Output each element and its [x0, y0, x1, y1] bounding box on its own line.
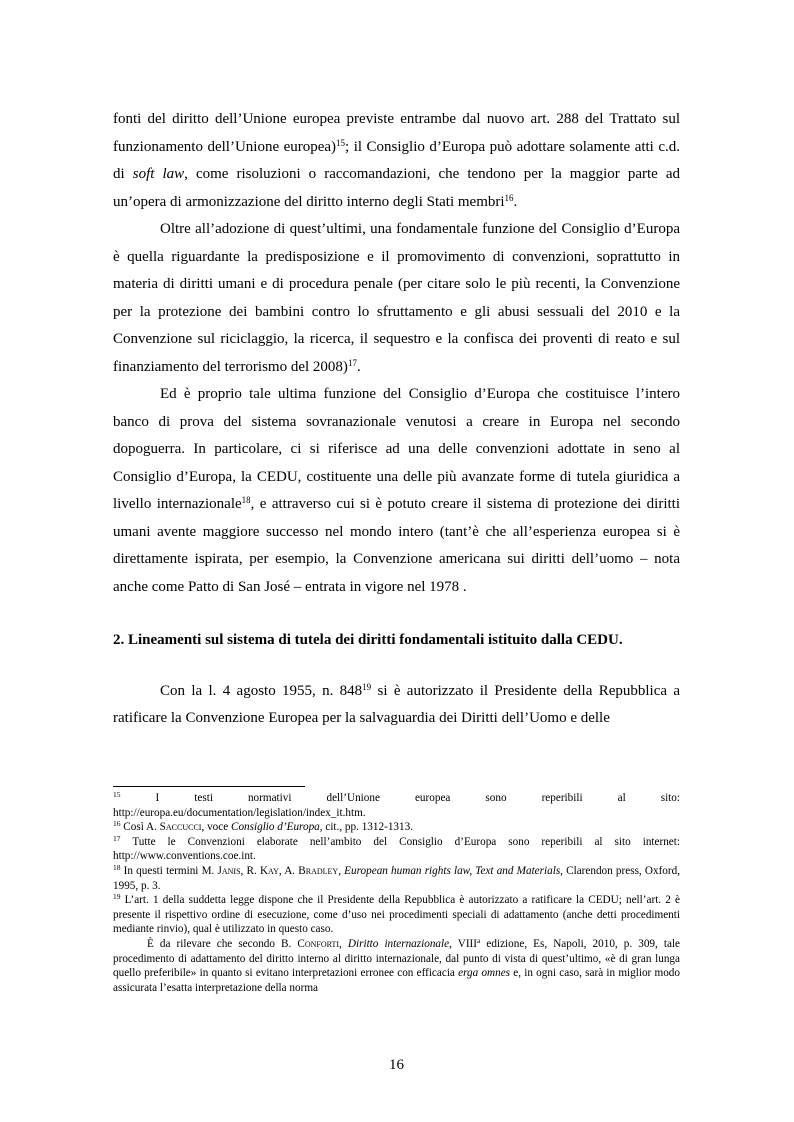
footnote-separator	[113, 786, 305, 787]
footnote-18: $^{18}$ In questi termini M. Janis, R. Kay, A. Bradley, European human rights law, Text and Materials, Clarendon press, Oxford, 1995, p. 3.	[113, 862, 681, 892]
paragraph-4: Con la l. 4 agosto 1955, n. $848^{19}$ si è autorizzato il Presidente della Repubblica a ratificare la Convenzione Europea per la salvaguardia dei Diritti dell’Uomo e delle	[113, 681, 680, 726]
footnote-19: $^{19}$ L’art. 1 della suddetta legge dispone che il Presidente della Repubblica è autorizzato a ratificare la CEDU; nell’art. 2 è presente il rispettivo ordine di esecuzione, come d’uso nei procedimenti speciali di adattamento (anche detti procedimenti mediante rinvio), qual è utilizzato in questo caso.	[113, 892, 680, 936]
document-page	[113, 0, 680, 1122]
body-text	[113, 106, 680, 733]
section-heading: 2. Lineamenti sul sistema di tutela dei diritti fondamentali istituito dalla CEDU.	[113, 632, 623, 648]
page-number: 16	[389, 1057, 404, 1073]
footnote-19-continued: È da rilevare che secondo B. Conforti, Diritto internazionale, VIII$^a$ edizione, Es, Napoli, 2010, p. 309, tale procedimento di adattamento del diritto interno al diritto internazionale, dal punto di vista di quest’ultimo, «è di gran lunga quello preferibile» in quanto si evitano interpretazioni erronee con efficacia erga omnes e, in ogni caso, sarà in miglior modo assicurata l’esatta interpretazione della norma	[113, 935, 681, 994]
footnotes	[113, 791, 680, 995]
footnote-ref-17[interactable]: 17	[347, 357, 357, 368]
footnote-16: $^{16}$ Così A. Saccucci, voce Consiglio d’Europa, cit., pp. 1312-1313.	[113, 819, 413, 834]
paragraph-1: fonti del diritto dell’Unione europea previste entrambe dal nuovo art. 288 del Trattato sul funzionamento dell’Unione europea)$^{15}$; il Consiglio d’Europa può adottare solamente atti c.d. di soft law, come risoluzioni o raccomandazioni, che tendono per la maggior parte ad un’opera di armonizzazione del diritto interno degli Stati membri$^{16}$.	[113, 111, 680, 210]
footnote-17: $^{17}$ Tutte le Convenzioni elaborate nell’ambito del Consiglio d’Europa sono reperibili al sito internet: http://www.conventions.coe.int.	[113, 833, 680, 863]
footnote-15: $^{15}$ I testi normativi dell’Unione europea sono reperibili al sito:	[113, 790, 680, 804]
paragraph-2: Oltre all’adozione di quest’ultimi, una fondamentale funzione del Consiglio d’Europa è quella riguardante la predisposizione e il promovimento di convenzioni, soprattutto in materia di diritti umani e di procedura penale (per citare solo le più recenti, la Convenzione per la protezione dei bambini contro lo sfruttamento e gli abusi sessuali del 2010 e la Convenzione sul riciclaggio, la ricerca, il sequestro e la confisca dei proventi di reato e sul finanziamento del terrorismo del 2008)$^{17}$.	[113, 221, 680, 375]
footnote-ref-18[interactable]: 18	[241, 495, 251, 505]
footnote-ref-19[interactable]: 19	[362, 681, 372, 692]
paragraph-3: Ed è proprio tale ultima funzione del Consiglio d’Europa che costituisce l’intero banco di prova del sistema sovranazionale venutosi a creare in Europa nel secondo dopoguerra. In particolare, ci si riferisce ad una delle convenzioni adottate in seno al Consiglio d’Europa, la CEDU, costituente una delle più avanzate forme di tutela giuridica a livello internazionale$^{18}$, e attraverso cui si è potuto creare il sistema di protezione dei diritti umani avente maggiore successo nel mondo intero (tant’è che all’esperienza europea si è direttamente ispirata, per esempio, la Convenzione americana sui diritti dell’uomo – nota anche come Patto di San José – entrata in vigore nel 1978 .	[113, 386, 681, 595]
footnote-ref-16[interactable]: 16	[504, 192, 514, 203]
footnote-15-link[interactable]: http://europa.eu/documentation/legislation/index_it.htm.	[113, 806, 366, 819]
footnote-ref-15[interactable]: 15	[336, 137, 346, 148]
